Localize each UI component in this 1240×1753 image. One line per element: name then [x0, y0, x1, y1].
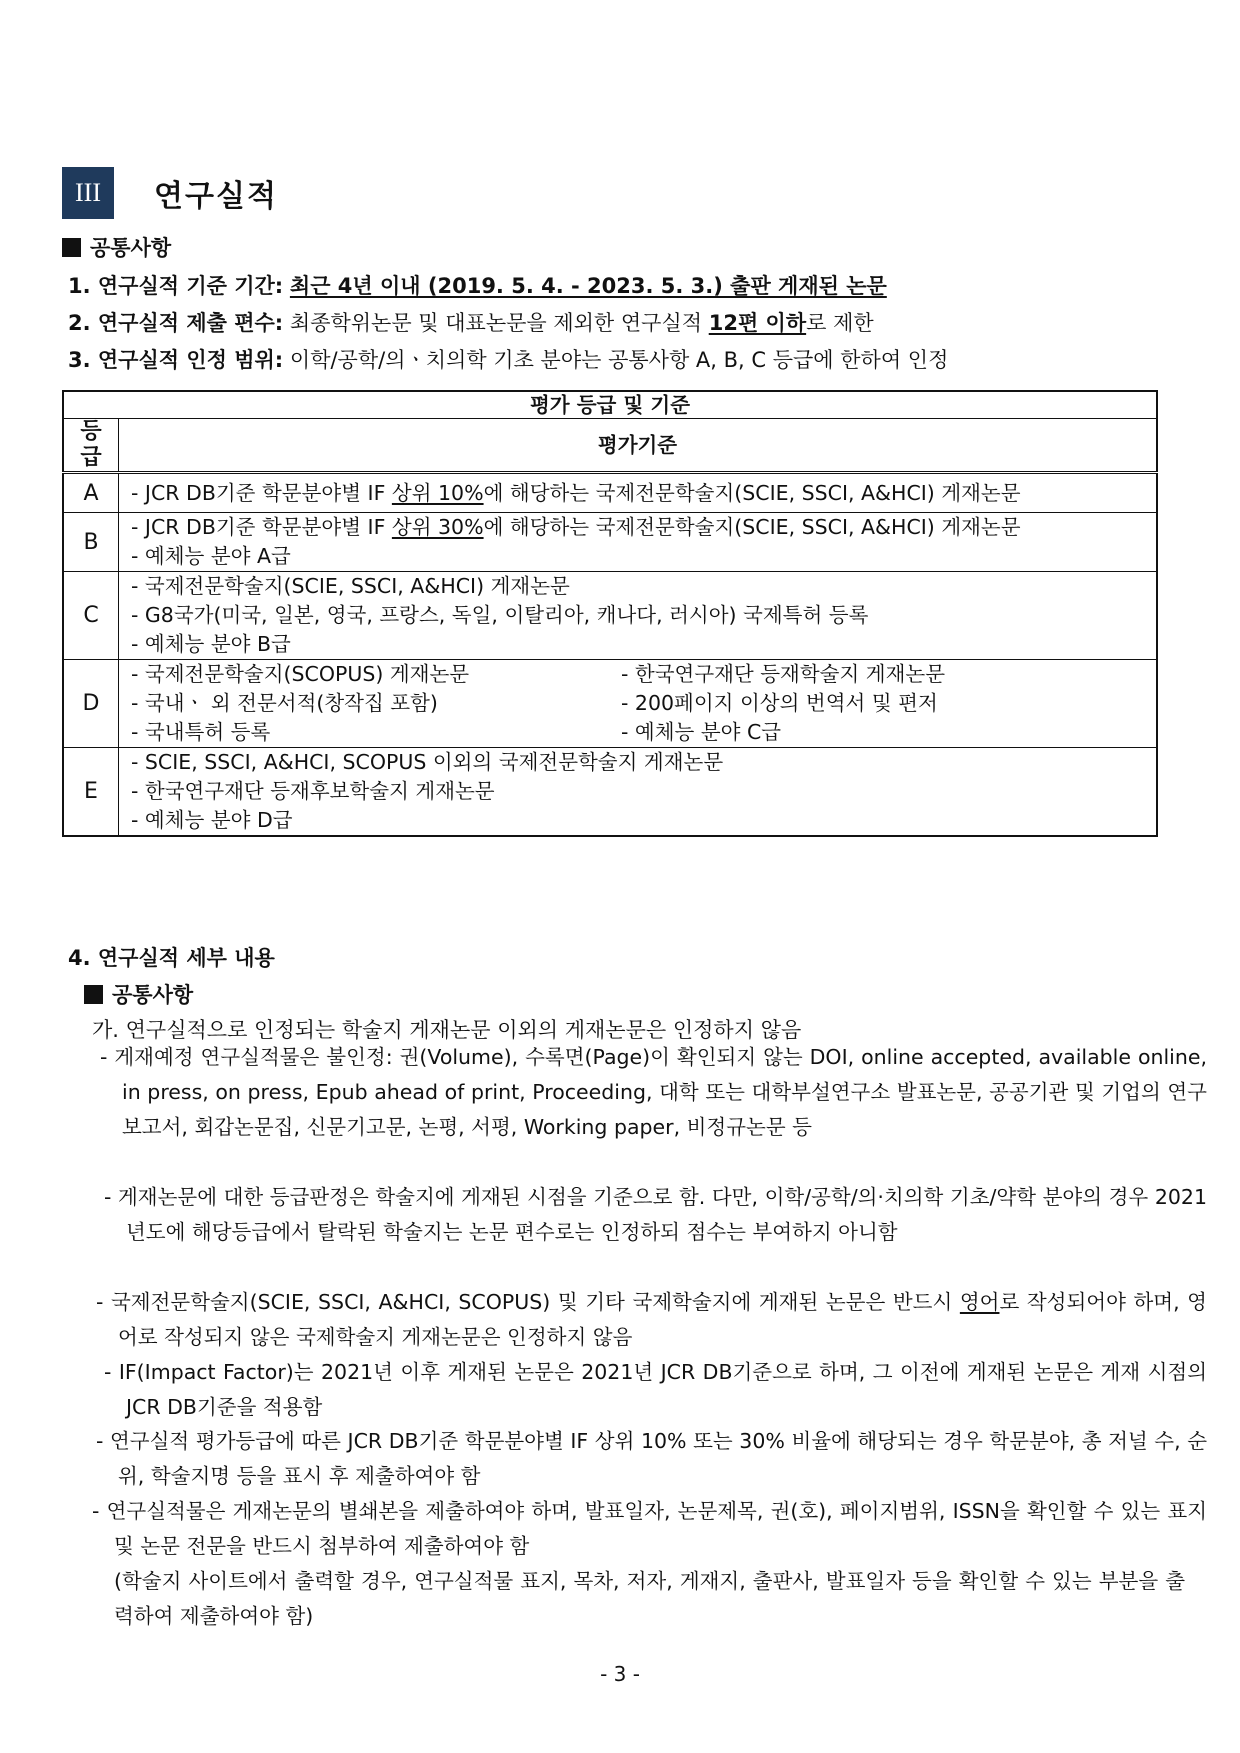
detail-ga: 가. 연구실적으로 인정되는 학술지 게재논문 이외의 게재논문은 인정하지 않음	[92, 1018, 802, 1042]
detail-bullet-3: - 국제전문학술지(SCIE, SSCI, A&HCI, SCOPUS) 및 기타 국제학술지에 게재된 논문은 반드시 영어로 작성되어야 하며, 영어로 작성되지 않은 국제학술지 게재논문은 인정하지 않음	[96, 1290, 1207, 1349]
detail-common-heading: 공통사항	[84, 979, 193, 1009]
table-row	[63, 748, 1157, 837]
detail-bullet-1: - 게재예정 연구실적물은 불인정: 권(Volume), 수록면(Page)이 확인되지 않는 DOI, online accepted, available online, in press, on press, Epub ahead of print, Proceeding, 대학 또는 대학부설연구소 발표논문, 공공기관 및 기업의 연구보고서, 회갑논문집, 신문기고문, 논평, 서평, Working paper, 비정규논문 등	[100, 1045, 1207, 1139]
item-2: 2. 연구실적 제출 편수: 최종학위논문 및 대표논문을 제외한 연구실적 12편 이하로 제한	[68, 311, 874, 335]
detail-note: (학술지 사이트에서 출력할 경우, 연구실적물 표지, 목차, 저자, 게재지, 출판사, 발표일자 등을 확인할 수 있는 부분을 출력하여 제출하여야 함)	[114, 1569, 1185, 1628]
table-row	[63, 660, 1157, 748]
grade-cell: C	[63, 572, 119, 660]
common-heading: 공통사항	[62, 232, 171, 262]
square-bullet-icon	[84, 985, 103, 1004]
detail-heading: 4. 연구실적 세부 내용	[68, 946, 275, 970]
table-row	[63, 572, 1157, 660]
grade-cell: B	[63, 513, 119, 572]
grade-cell: A	[63, 473, 119, 513]
criteria-cell: - SCIE, SSCI, A&HCI, SCOPUS 이외의 국제전문학술지 게재논문 - 한국연구재단 등재후보학술지 게재논문 - 예체능 분야 D급	[119, 748, 1158, 837]
table-row	[63, 513, 1157, 572]
table-row	[63, 473, 1157, 513]
detail-bullet-6: - 연구실적물은 게재논문의 별쇄본을 제출하여야 하며, 발표일자, 논문제목, 권(호), 페이지범위, ISSN을 확인할 수 있는 표지 및 논문 전문을 반드시 첨부하여 제출하여야 함	[92, 1499, 1207, 1558]
detail-bullet-2: - 게재논문에 대한 등급판정은 학술지에 게재된 시점을 기준으로 함. 다만, 이학/공학/의·치의학 기초/약학 분야의 경우 2021년도에 해당등급에서 탈락된 학술지는 논문 편수로는 인정하되 점수는 부여하지 아니함	[104, 1185, 1207, 1244]
grade-cell: D	[63, 660, 119, 748]
criteria-cell: - 국제전문학술지(SCIE, SSCI, A&HCI) 게재논문 - G8국가(미국, 일본, 영국, 프랑스, 독일, 이탈리아, 캐나다, 러시아) 국제특허 등록 - 예체능 분야 B급	[119, 572, 1158, 660]
square-bullet-icon	[62, 238, 81, 257]
section-header	[62, 167, 278, 219]
detail-bullet-5: - 연구실적 평가등급에 따른 JCR DB기준 학문분야별 IF 상위 10% 또는 30% 비율에 해당되는 경우 학문분야, 총 저널 수, 순위, 학술지명 등을 표시 후 제출하여야 함	[96, 1429, 1207, 1488]
criteria-cell: - JCR DB기준 학문분야별 IF 상위 10%에 해당하는 국제전문학술지(SCIE, SSCI, A&HCI) 게재논문	[119, 473, 1158, 513]
section-number: III	[62, 167, 114, 219]
table-caption: 평가 등급 및 기준	[63, 391, 1157, 419]
detail-bullet-4: - IF(Impact Factor)는 2021년 이후 게재된 논문은 2021년 JCR DB기준으로 하며, 그 이전에 게재된 논문은 게재 시점의 JCR DB기준을 적용함	[104, 1360, 1207, 1419]
grade-cell: E	[63, 748, 119, 837]
criteria-cell: - 국제전문학술지(SCOPUS) 게재논문 - 한국연구재단 등재학술지 게재논문 - 국내ㆍ 외 전문서적(창작집 포함) - 200페이지 이상의 번역서 및 편저 - 국내특허 등록 - 예체능 분야 C급	[119, 660, 1158, 748]
section-title: 연구실적	[154, 179, 278, 214]
grade-criteria-table	[62, 390, 1158, 837]
page-number: - 3 -	[600, 1662, 640, 1686]
column-header-grade: 등급	[63, 419, 119, 473]
item-1: 1. 연구실적 기준 기간: 최근 4년 이내 (2019. 5. 4. - 2023. 5. 3.) 출판 게재된 논문	[68, 274, 887, 298]
item-3: 3. 연구실적 인정 범위: 이학/공학/의ㆍ치의학 기초 분야는 공통사항 A, B, C 등급에 한하여 인정	[68, 348, 949, 372]
criteria-cell: - JCR DB기준 학문분야별 IF 상위 30%에 해당하는 국제전문학술지(SCIE, SSCI, A&HCI) 게재논문 - 예체능 분야 A급	[119, 513, 1158, 572]
column-header-criteria: 평가기준	[119, 419, 1158, 473]
